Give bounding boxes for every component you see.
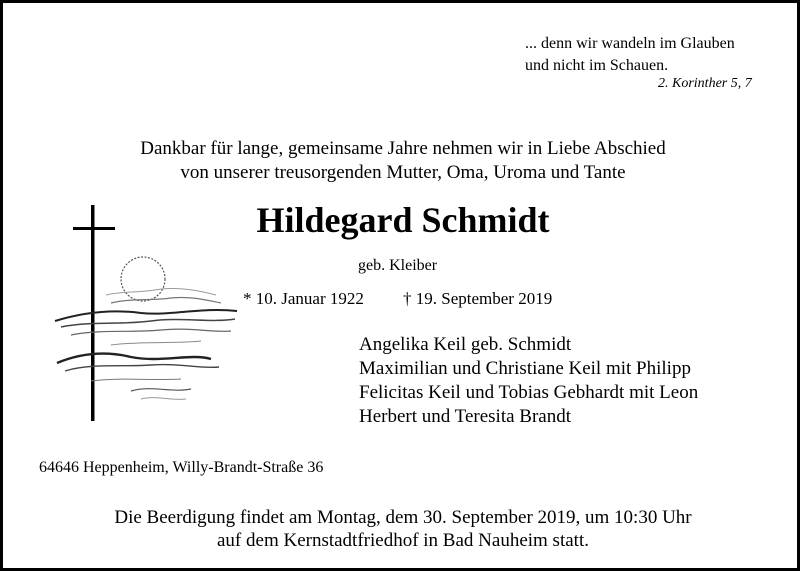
intro-line: Dankbar für lange, gemeinsame Jahre nehmen wir in Liebe Abschied: [140, 138, 666, 159]
funeral-line: auf dem Kernstadtfriedhof in Bad Nauheim statt.: [217, 530, 589, 551]
funeral-line: Die Beerdigung findet am Montag, dem 30. September 2019, um 10:30 Uhr: [114, 507, 692, 528]
bible-quote: [525, 33, 735, 77]
quote-line: ... denn wir wandeln im Glauben: [525, 35, 735, 52]
death-date: † 19. September 2019: [403, 289, 553, 308]
deceased-name: Hildegard Schmidt: [256, 200, 550, 240]
mourners-list: [359, 333, 698, 429]
sun-icon: [121, 257, 165, 301]
birth-date: * 10. Januar 1922: [243, 289, 364, 308]
mourner-entry: Felicitas Keil und Tobias Gebhardt mit Leon: [359, 382, 699, 403]
funeral-notice: [3, 506, 800, 552]
family-address: 64646 Heppenheim, Willy-Brandt-Straße 36: [39, 459, 324, 476]
quote-reference: 2. Korinther 5, 7: [658, 76, 752, 91]
quote-line: und nicht im Schauen.: [525, 57, 669, 74]
landscape-icon: [55, 288, 237, 399]
cross-landscape-illustration: [51, 203, 241, 423]
maiden-name: geb. Kleiber: [358, 257, 438, 274]
mourner-entry: Herbert und Teresita Brandt: [359, 406, 571, 427]
intro-text: [3, 137, 800, 185]
mourner-entry: Maximilian und Christiane Keil mit Philipp: [359, 358, 691, 379]
intro-line: von unserer treusorgenden Mutter, Oma, Uroma und Tante: [180, 162, 626, 183]
mourner-entry: Angelika Keil geb. Schmidt: [359, 334, 572, 355]
